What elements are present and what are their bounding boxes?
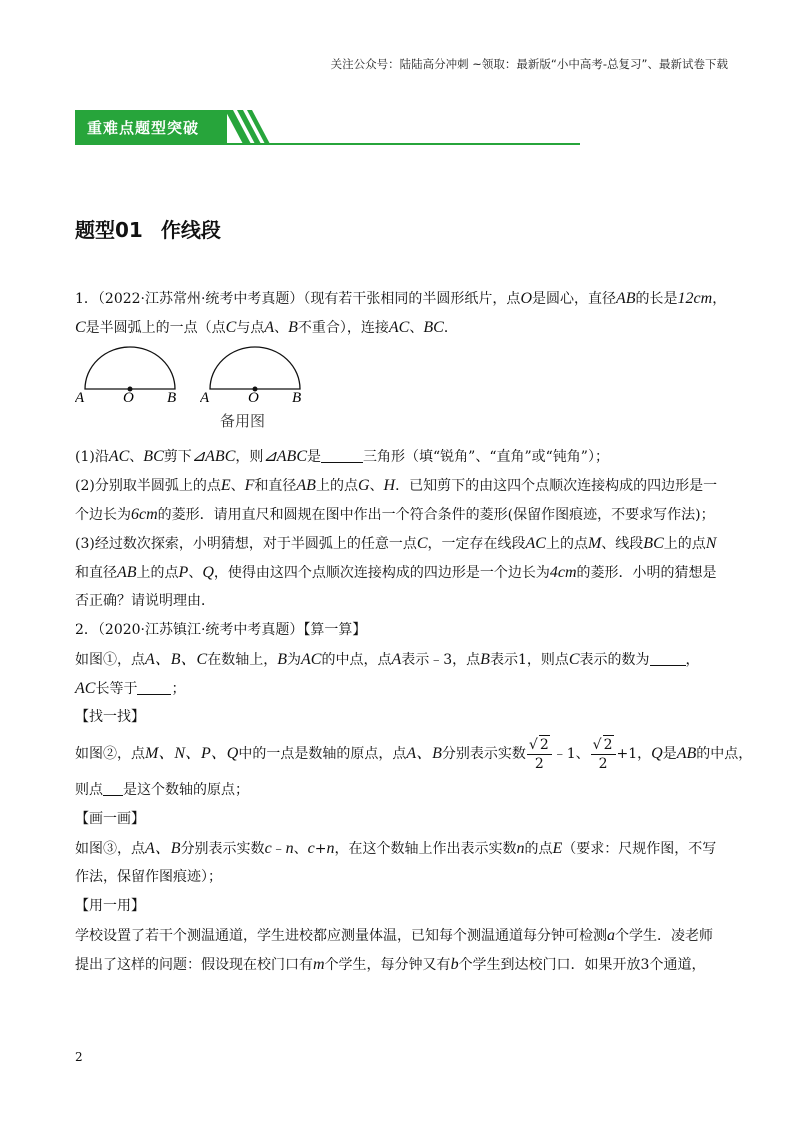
fig1-label-a: A bbox=[75, 390, 85, 402]
banner-stripes bbox=[225, 110, 285, 144]
q2-use-heading: 【用一用】 bbox=[75, 898, 145, 914]
q2-find-heading: 【找一找】 bbox=[75, 709, 145, 725]
banner-title: 重难点题型突破 bbox=[87, 119, 200, 137]
q2-line-9: 作法，保留作图痕迹）； bbox=[75, 869, 222, 885]
fig1-label-o: O bbox=[123, 390, 134, 402]
page-number: 2 bbox=[75, 1050, 83, 1064]
fig2-caption: 备用图 bbox=[220, 412, 266, 430]
document-body bbox=[75, 284, 753, 979]
section-number: 题型01 bbox=[75, 218, 143, 242]
section-banner bbox=[75, 110, 580, 146]
q2-line-6: 则点 是这个数轴的原点； bbox=[75, 776, 735, 805]
banner-underline bbox=[75, 143, 580, 145]
q2-line-2: 如图①，点A、B、C在数轴上，B为AC的中点，点A表示﹣3，点B表示1，则点C表示的数为 ， bbox=[75, 651, 700, 668]
q2-line-3: AC长等于 ； bbox=[75, 680, 186, 697]
q1-part-1: (1)沿AC、BC剪下⊿ABC，则⊿ABC是 三角形（填“锐角”、“直角”或“钝角”）； bbox=[75, 448, 609, 465]
fraction-sqrt2-over-2: $\frac{√ 2}{2}$ bbox=[527, 735, 552, 773]
answer-blank bbox=[650, 649, 686, 666]
q1-part-3-line-3: 否正确？请说明理由． bbox=[75, 593, 215, 609]
semicircle-figures bbox=[75, 342, 735, 442]
q1-line-1: 1．（2022·江苏常州·统考中考真题）（现有若干张相同的半圆形纸片，点O是圆心，直径AB的长是12cm， bbox=[75, 290, 727, 307]
fig1-label-b: B bbox=[167, 390, 177, 402]
q2-line-11: 学校设置了若干个测温通道，学生进校都应测量体温，已知每个测温通道每分钟可检测a个学生．凌老师 bbox=[75, 927, 713, 944]
semicircle-figure-1 bbox=[75, 342, 185, 402]
answer-blank bbox=[321, 446, 363, 463]
q2-draw-heading: 【画一画】 bbox=[75, 811, 145, 827]
fig2-label-b: B bbox=[292, 390, 302, 406]
q2-line-1: 2．（2020·江苏镇江·统考中考真题）【算一算】 bbox=[75, 622, 367, 638]
q1-part-3-line-2: 和直径AB上的点P、Q，使得由这四个点顺次连接构成的四边形是一个边长为4cm的菱形．小明的猜想是 bbox=[75, 564, 717, 581]
fig2-label-a: A bbox=[200, 390, 210, 406]
q1-line-2: C是半圆弧上的一点（点C与点A、B不重合），连接AC、BC． bbox=[75, 319, 458, 336]
q2-line-5: 如图②，点M、N、P、Q中的一点是数轴的原点，点A、B分别表示实数 $\frac{√ 2}{2}$ ﹣1、 $\frac{√ 2}{2}$ +1，Q是AB的中点， bbox=[75, 737, 753, 772]
answer-blank bbox=[103, 779, 123, 796]
section-subtitle: 作线段 bbox=[160, 218, 221, 242]
header-note: 关注公众号：陆陆高分冲刺 ~领取：最新版“小中高考-总复习”、最新试卷下载 bbox=[330, 57, 728, 71]
answer-blank bbox=[137, 678, 171, 695]
semicircle-figure-2 bbox=[200, 342, 310, 432]
fraction-sqrt2-over-2: $\frac{√ 2}{2}$ bbox=[591, 735, 616, 773]
q2-line-12: 提出了这样的问题：假设现在校门口有m个学生，每分钟又有b个学生到达校门口．如果开放3个通道， bbox=[75, 956, 706, 973]
q1-part-2-line-2: 个边长为6cm的菱形．请用直尺和圆规在图中作出一个符合条件的菱形(保留作图痕迹，不要求写作法)； bbox=[75, 506, 715, 523]
section-title bbox=[75, 214, 221, 243]
fig2-label-o: O bbox=[248, 390, 259, 406]
q1-part-2-line-1: (2)分别取半圆弧上的点E、F和直径AB上的点G、H．已知剪下的由这四个点顺次连接构成的四边形是一 bbox=[75, 477, 718, 494]
q1-part-3-line-1: (3)经过数次探索，小明猜想，对于半圆弧上的任意一点C，一定存在线段AC上的点M、线段BC上的点N bbox=[75, 535, 717, 552]
q2-line-8: 如图③，点A、B分别表示实数c﹣n、c+n，在这个数轴上作出表示实数n的点E（要求：尺规作图，不写 bbox=[75, 840, 717, 857]
